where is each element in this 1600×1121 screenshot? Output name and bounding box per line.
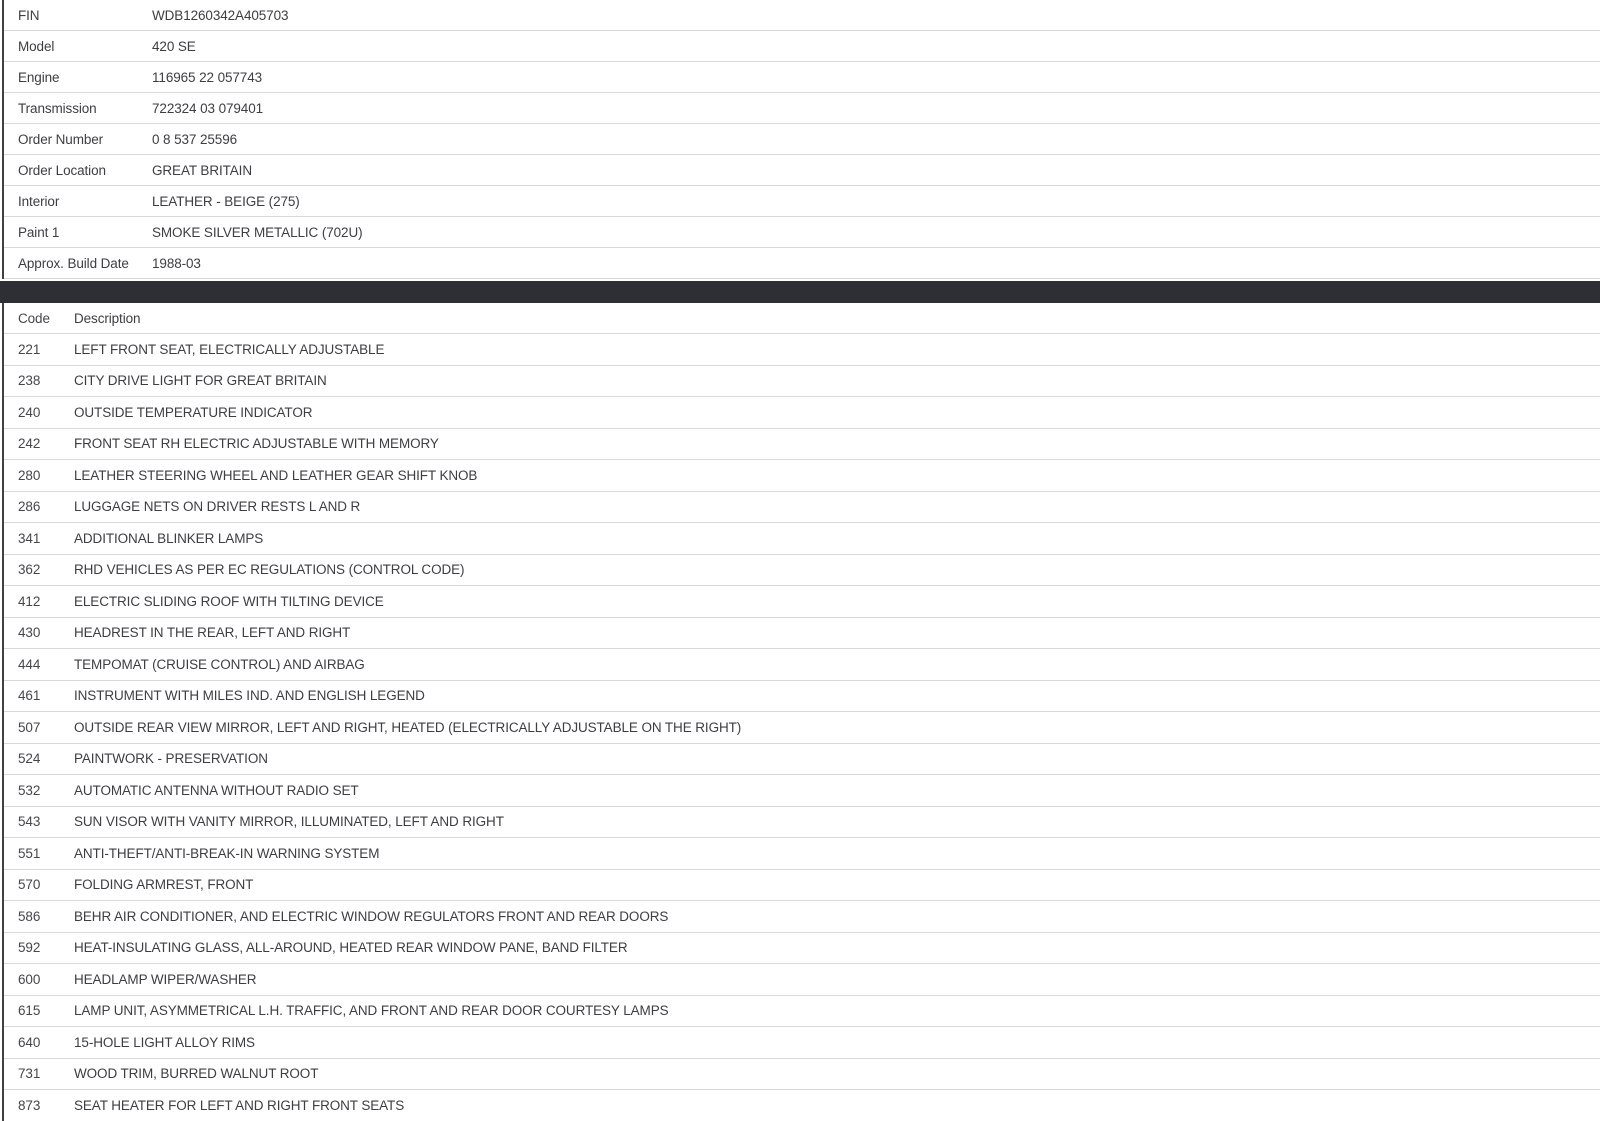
table-row	[4, 523, 1600, 555]
table-row	[4, 334, 1600, 366]
table-row	[4, 901, 1600, 933]
table-row	[4, 186, 1600, 217]
option-code: 731	[18, 1066, 41, 1082]
info-row-value: 0 8 537 25596	[152, 131, 238, 147]
table-row	[4, 31, 1600, 62]
code-column-header: Code	[18, 310, 50, 326]
table-row	[4, 62, 1600, 93]
table-row	[4, 1090, 1600, 1121]
option-description: PAINTWORK - PRESERVATION	[74, 751, 268, 767]
option-description: HEADREST IN THE REAR, LEFT AND RIGHT	[74, 625, 351, 641]
table-row	[4, 618, 1600, 650]
option-code: 570	[18, 877, 41, 893]
option-description: LAMP UNIT, ASYMMETRICAL L.H. TRAFFIC, AND FRONT AND REAR DOOR COURTESY LAMPS	[74, 1003, 669, 1019]
table-row	[4, 155, 1600, 186]
info-row-value: LEATHER - BEIGE (275)	[152, 193, 300, 209]
option-description: 15-HOLE LIGHT ALLOY RIMS	[74, 1034, 255, 1050]
codes-table-body	[4, 334, 1600, 1121]
option-description: BEHR AIR CONDITIONER, AND ELECTRIC WINDOW REGULATORS FRONT AND REAR DOORS	[74, 908, 669, 924]
table-row	[4, 996, 1600, 1028]
option-code: 280	[18, 467, 41, 483]
table-row	[4, 870, 1600, 902]
table-row	[4, 712, 1600, 744]
option-code: 543	[18, 814, 41, 830]
option-code: 551	[18, 845, 41, 861]
table-row	[4, 933, 1600, 965]
option-description: ADDITIONAL BLINKER LAMPS	[74, 530, 264, 546]
info-row-label: Transmission	[18, 100, 97, 116]
option-code: 532	[18, 782, 41, 798]
info-row-label: Paint 1	[18, 224, 60, 240]
option-description: SEAT HEATER FOR LEFT AND RIGHT FRONT SEATS	[74, 1097, 405, 1113]
info-row-label: Interior	[18, 193, 60, 209]
option-code: 873	[18, 1097, 41, 1113]
info-row-value: GREAT BRITAIN	[152, 162, 252, 178]
option-description: OUTSIDE TEMPERATURE INDICATOR	[74, 404, 313, 420]
option-description: LEATHER STEERING WHEEL AND LEATHER GEAR SHIFT KNOB	[74, 467, 478, 483]
vehicle-info-table	[2, 0, 1600, 279]
option-code: 592	[18, 940, 41, 956]
option-description: INSTRUMENT WITH MILES IND. AND ENGLISH LEGEND	[74, 688, 425, 704]
option-code: 430	[18, 625, 41, 641]
option-code: 640	[18, 1034, 41, 1050]
option-description: AUTOMATIC ANTENNA WITHOUT RADIO SET	[74, 782, 359, 798]
option-description: TEMPOMAT (CRUISE CONTROL) AND AIRBAG	[74, 656, 365, 672]
table-row	[4, 838, 1600, 870]
option-description: CITY DRIVE LIGHT FOR GREAT BRITAIN	[74, 373, 327, 389]
option-description: HEADLAMP WIPER/WASHER	[74, 971, 257, 987]
table-row	[4, 492, 1600, 524]
option-description: SUN VISOR WITH VANITY MIRROR, ILLUMINATED, LEFT AND RIGHT	[74, 814, 504, 830]
table-row	[4, 964, 1600, 996]
option-code: 221	[18, 341, 41, 357]
table-row	[4, 366, 1600, 398]
option-description: ANTI-THEFT/ANTI-BREAK-IN WARNING SYSTEM	[74, 845, 380, 861]
info-row-label: Approx. Build Date	[18, 255, 129, 271]
option-codes-table	[2, 303, 1600, 1121]
info-row-value: WDB1260342A405703	[152, 7, 289, 23]
table-row	[4, 555, 1600, 587]
table-row	[4, 807, 1600, 839]
info-row-label: Order Location	[18, 162, 106, 178]
info-row-value: SMOKE SILVER METALLIC (702U)	[152, 224, 363, 240]
table-row	[4, 586, 1600, 618]
table-row	[4, 649, 1600, 681]
option-description: WOOD TRIM, BURRED WALNUT ROOT	[74, 1066, 319, 1082]
table-row	[4, 0, 1600, 31]
option-code: 238	[18, 373, 41, 389]
table-row	[4, 681, 1600, 713]
info-row-value: 116965 22 057743	[152, 69, 263, 85]
option-code: 600	[18, 971, 41, 987]
option-code: 412	[18, 593, 41, 609]
table-row	[4, 124, 1600, 155]
section-divider-band	[0, 281, 1600, 303]
option-description: OUTSIDE REAR VIEW MIRROR, LEFT AND RIGHT, HEATED (ELECTRICALLY ADJUSTABLE ON THE RIGHT)	[74, 719, 742, 735]
option-code: 586	[18, 908, 41, 924]
option-code: 507	[18, 719, 41, 735]
info-row-label: Order Number	[18, 131, 104, 147]
info-row-value: 722324 03 079401	[152, 100, 264, 116]
table-row	[4, 397, 1600, 429]
table-row	[4, 1027, 1600, 1059]
table-row	[4, 775, 1600, 807]
option-code: 615	[18, 1003, 41, 1019]
table-row	[4, 248, 1600, 279]
option-code: 286	[18, 499, 41, 515]
option-code: 524	[18, 751, 41, 767]
info-row-label: FIN	[18, 7, 40, 23]
codes-table-header-row	[4, 303, 1600, 334]
option-code: 444	[18, 656, 41, 672]
table-row	[4, 93, 1600, 124]
table-row	[4, 429, 1600, 461]
option-code: 461	[18, 688, 41, 704]
option-description: RHD VEHICLES AS PER EC REGULATIONS (CONTROL CODE)	[74, 562, 465, 578]
option-description: FRONT SEAT RH ELECTRIC ADJUSTABLE WITH MEMORY	[74, 436, 439, 452]
table-row	[4, 217, 1600, 248]
info-row-label: Model	[18, 38, 55, 54]
option-code: 341	[18, 530, 41, 546]
table-row	[4, 1059, 1600, 1091]
option-description: HEAT-INSULATING GLASS, ALL-AROUND, HEATED REAR WINDOW PANE, BAND FILTER	[74, 940, 628, 956]
option-description: LEFT FRONT SEAT, ELECTRICALLY ADJUSTABLE	[74, 341, 385, 357]
description-column-header: Description	[74, 310, 141, 326]
info-row-label: Engine	[18, 69, 60, 85]
option-code: 242	[18, 436, 41, 452]
option-description: ELECTRIC SLIDING ROOF WITH TILTING DEVICE	[74, 593, 384, 609]
table-row	[4, 744, 1600, 776]
option-description: LUGGAGE NETS ON DRIVER RESTS L AND R	[74, 499, 361, 515]
option-code: 240	[18, 404, 41, 420]
info-row-value: 1988-03	[152, 255, 201, 271]
table-row	[4, 460, 1600, 492]
info-row-value: 420 SE	[152, 38, 196, 54]
option-description: FOLDING ARMREST, FRONT	[74, 877, 254, 893]
option-code: 362	[18, 562, 41, 578]
